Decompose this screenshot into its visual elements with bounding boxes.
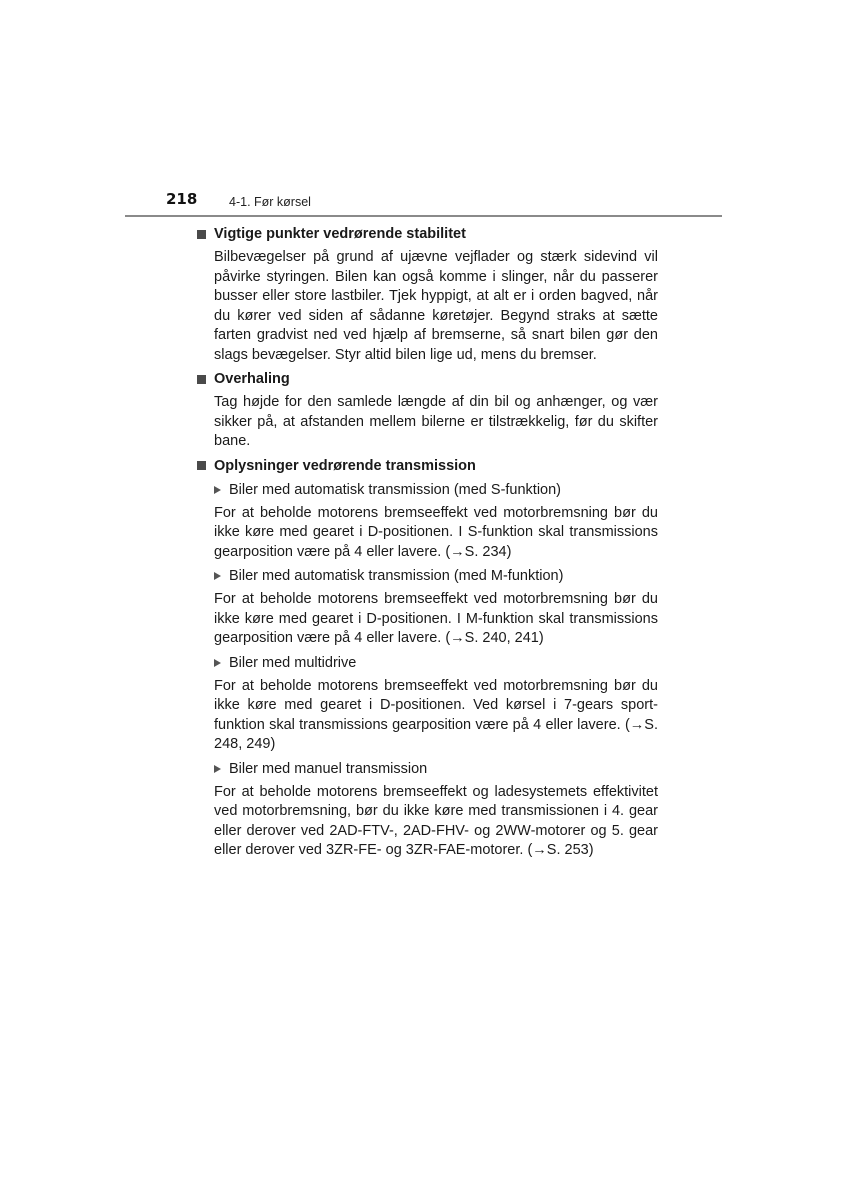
- square-bullet-icon: [197, 461, 206, 470]
- triangle-bullet-icon: [214, 572, 221, 580]
- heading-text: Overhaling: [214, 371, 290, 387]
- subsection-label-text: Biler med automatisk transmission (med M-funktion): [229, 568, 564, 584]
- subsection-body: For at beholde motorens bremseeffekt og ladesystemets effektivitet ved motorbremsning, bør du ikke køre med transmissionen i 4. gear eller derover ved 2AD-FTV-, 2AD-FHV- og 2WW-motorer og 5. gear eller derover ved 3ZR-FE- og 3ZR-FAE-motorer. (→S. 253): [214, 783, 658, 858]
- page-number: 218: [166, 190, 198, 208]
- square-bullet-icon: [197, 230, 206, 239]
- subsection-label: [214, 759, 658, 779]
- subsection-label-text: Biler med multidrive: [229, 654, 357, 671]
- section-heading: [197, 456, 658, 476]
- header-divider: [125, 215, 722, 217]
- subsection-label: [214, 566, 658, 586]
- heading-text: Oplysninger vedrørende transmission: [214, 457, 476, 474]
- triangle-bullet-icon: [214, 765, 221, 773]
- subsection-body: For at beholde motorens bremseeffekt ved motorbremsning bør du ikke køre med gearet i D-positionen. I M-funktion skal transmissions gearposition være på 4 eller lavere. (→S. 240, 241): [214, 591, 658, 646]
- section-body: Tag højde for den samlede længde af din bil og anhænger, og vær sikker på, at afstanden mellem bilerne er tilstrækkelig, før du skifter bane.: [214, 394, 658, 449]
- subsection-label-text: Biler med manuel transmission: [229, 760, 428, 777]
- square-bullet-icon: [197, 375, 206, 384]
- section-heading: [197, 224, 658, 244]
- section-body: Bilbevægelser på grund af ujævne vejflader og stærk sidevind vil påvirke styringen. Bilen kan også komme i slinger, når du passerer busser eller store lastbiler. Tjek hyppigt, at alt er i orden bagved, når du kører ved siden af sådanne køretøjer. Begynd straks at sætte farten gradvist ned ved hjælp af bremserne, så snart bilen gør den slags bevægelser. Styr altid bilen lige ud, mens du bremser.: [214, 249, 658, 363]
- section-overtaking: [197, 369, 658, 452]
- section-label: 4-1. Før kørsel: [229, 195, 311, 209]
- subsection-label: [214, 480, 658, 500]
- subsection-label-text: Biler med automatisk transmission (med S-funktion): [229, 481, 562, 498]
- triangle-bullet-icon: [214, 659, 221, 667]
- page-content: [197, 224, 658, 865]
- section-transmission: [197, 456, 658, 861]
- subsection-label: [214, 653, 658, 673]
- section-heading: [197, 369, 658, 389]
- subsection-body: For at beholde motorens bremseeffekt ved motorbremsning bør du ikke køre med gearet i D-positionen. Ved kørsel i 7-gears sportfunktion skal transmissions gearposition være på 4 eller lavere. (→S. 248, 249): [214, 677, 658, 752]
- subsection-body: For at beholde motorens bremseeffekt ved motorbremsning bør du ikke køre med gearet i D-positionen. I S-funktion skal transmissions gearposition være på 4 eller lavere. (→S. 234): [214, 504, 658, 560]
- triangle-bullet-icon: [214, 486, 221, 494]
- heading-text: Vigtige punkter vedrørende stabilitet: [214, 226, 466, 242]
- section-stability: [197, 224, 658, 365]
